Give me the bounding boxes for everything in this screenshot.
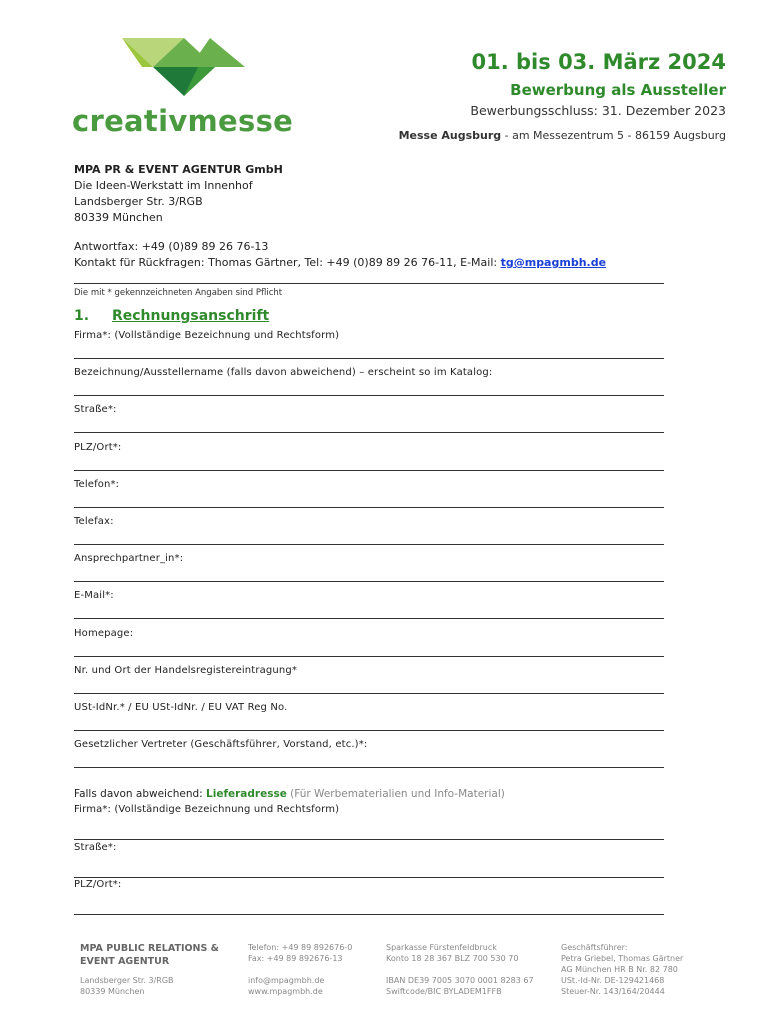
footer-managers: Petra Griebel, Thomas Gärtner	[561, 954, 684, 963]
creativmesse-logo-mark	[118, 36, 248, 98]
field-input-line[interactable]	[74, 767, 664, 768]
field-input-line[interactable]	[74, 358, 664, 359]
contact-line	[74, 256, 606, 269]
footer-management	[561, 942, 683, 997]
required-note: Die mit * gekennzeichneten Angaben sind Pflicht	[74, 288, 283, 298]
footer-email[interactable]: info@mpagmbh.de	[248, 976, 325, 985]
field-label: Gesetzlicher Vertreter (Geschäftsführer, Vorstand, etc.)*:	[74, 739, 368, 751]
footer-bank-name: Sparkasse Fürstenfeldbruck	[386, 943, 497, 952]
delivery-label: Lieferadresse	[206, 788, 287, 800]
venue-name: Messe Augsburg	[398, 129, 502, 142]
section-heading	[74, 308, 269, 324]
contact-email-link[interactable]: tg@mpagmbh.de	[500, 256, 607, 269]
field-label: Straße*:	[74, 404, 117, 416]
field-label: Bezeichnung/Ausstellername (falls davon abweichend) – erscheint so im Katalog:	[74, 367, 493, 379]
field-label: PLZ/Ort*:	[74, 441, 122, 453]
field-label: Telefon*:	[74, 478, 120, 490]
field-input-line[interactable]	[74, 470, 664, 471]
delivery-heading	[74, 788, 505, 800]
field-label: Telefax:	[74, 516, 114, 527]
field-input-line[interactable]	[74, 618, 664, 619]
footer-bank-account: Konto 18 28 367 BLZ 700 530 70	[386, 954, 519, 963]
sender-name: MPA PR & EVENT AGENTUR GmbH	[74, 163, 283, 176]
delivery-note: (Für Werbematerialien und Info-Material)	[286, 788, 505, 800]
form-subtitle: Bewerbung als Aussteller	[510, 81, 726, 99]
footer-bank	[386, 942, 534, 997]
footer-register: AG München HR B Nr. 82 780	[561, 965, 678, 974]
delivery-field-label: Firma*: (Vollständige Bezeichnung und Rechtsform)	[74, 804, 340, 815]
footer-bic: Swiftcode/BIC BYLADEM1FFB	[386, 987, 502, 996]
venue-address: - am Messezentrum 5 - 86159 Augsburg	[501, 129, 726, 142]
field-input-line[interactable]	[74, 730, 664, 731]
footer-vat-id: USt.-Id-Nr. DE-129421468	[561, 976, 665, 985]
footer-fax: Fax: +49 89 892676-13	[248, 954, 343, 963]
footer-company-name-2: EVENT AGENTUR	[80, 956, 170, 967]
footer-website[interactable]: www.mpagmbh.de	[248, 987, 323, 996]
sender-line-2: Landsberger Str. 3/RGB	[74, 195, 203, 208]
section-title: Rechnungsanschrift	[111, 308, 270, 324]
logo-wordmark: creativmesse	[72, 104, 294, 138]
delivery-field-input-line[interactable]	[74, 914, 664, 915]
delivery-field-input-line[interactable]	[74, 839, 664, 840]
delivery-field-input-line[interactable]	[74, 877, 664, 878]
footer-iban: IBAN DE39 7005 3070 0001 8283 67	[386, 976, 534, 985]
field-label: Homepage:	[74, 627, 134, 639]
sender-address	[74, 162, 283, 226]
sender-line-1: Die Ideen-Werkstatt im Innenhof	[74, 179, 253, 192]
footer-company	[80, 942, 219, 997]
footer-contact	[248, 942, 352, 997]
field-input-line[interactable]	[74, 544, 664, 545]
field-label: Ansprechpartner_in*:	[74, 553, 184, 565]
field-label: USt-IdNr.* / EU USt-IdNr. / EU VAT Reg No.	[74, 702, 288, 713]
venue	[399, 129, 726, 142]
field-input-line[interactable]	[74, 432, 664, 433]
application-deadline: Bewerbungsschluss: 31. Dezember 2023	[470, 103, 726, 118]
field-input-line[interactable]	[74, 507, 664, 508]
footer-address-2: 80339 München	[80, 987, 145, 996]
field-label: E-Mail*:	[74, 590, 114, 602]
divider-line	[74, 283, 664, 284]
footer-tax-number: Steuer-Nr. 143/164/20444	[561, 987, 665, 996]
reply-fax: Antwortfax: +49 (0)89 89 26 76-13	[74, 240, 269, 253]
contact-text: Kontakt für Rückfragen: Thomas Gärtner, Tel: +49 (0)89 89 26 76-11, E-Mail:	[74, 256, 501, 269]
delivery-field-label: PLZ/Ort*:	[74, 879, 122, 890]
sender-line-3: 80339 München	[74, 211, 163, 224]
event-date: 01. bis 03. März 2024	[471, 50, 726, 74]
section-number: 1.	[74, 308, 90, 324]
delivery-field-label: Straße*:	[74, 841, 117, 853]
field-input-line[interactable]	[74, 395, 664, 396]
footer-phone: Telefon: +49 89 892676-0	[248, 943, 353, 952]
footer-company-name-1: MPA PUBLIC RELATIONS &	[80, 943, 219, 954]
field-input-line[interactable]	[74, 581, 664, 582]
footer-address-1: Landsberger Str. 3/RGB	[80, 976, 174, 985]
field-input-line[interactable]	[74, 693, 664, 694]
delivery-prefix: Falls davon abweichend:	[74, 788, 207, 800]
field-input-line[interactable]	[74, 656, 664, 657]
field-label: Firma*: (Vollständige Bezeichnung und Rechtsform)	[74, 330, 340, 341]
footer-management-label: Geschäftsführer:	[561, 943, 628, 952]
field-label: Nr. und Ort der Handelsregistereintragung*	[74, 664, 298, 676]
